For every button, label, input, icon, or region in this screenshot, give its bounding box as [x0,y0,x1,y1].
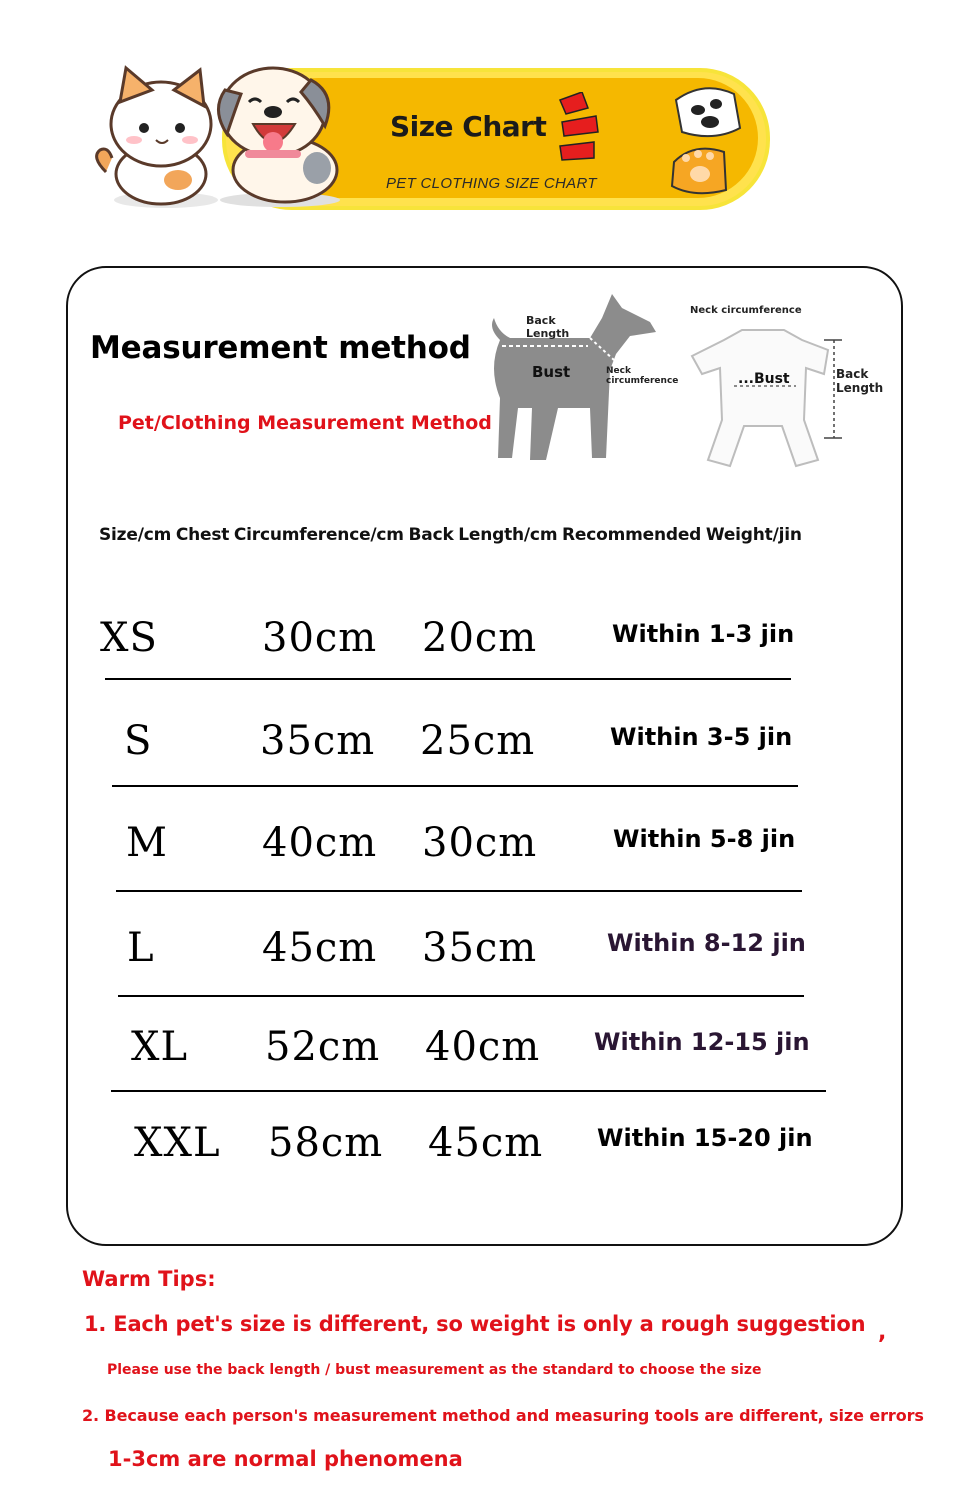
row-s-weight: Within 3-5 jin [610,723,793,751]
row-s-size: S [124,718,153,764]
measurement-method-title: Measurement method [90,330,471,366]
tip-2: 2. Because each person's measurement method and measuring tools are different, size errors [82,1406,924,1425]
row-xxl-back: 45cm [428,1120,544,1166]
row-xl-chest: 52cm [265,1024,381,1070]
row-xs-size: XS [100,615,158,661]
row-l-size: L [127,925,155,971]
row-xs-back: 20cm [422,615,538,661]
row-m-chest: 40cm [262,820,378,866]
row-s-back: 25cm [420,718,536,764]
exclamation-icon [552,92,606,162]
tip-2-detail: 1-3cm are normal phenomena [108,1447,463,1471]
row-l-weight: Within 8-12 jin [607,929,806,957]
dog-illustration-icon [205,50,355,210]
row-xxl-weight: Within 15-20 jin [597,1124,813,1152]
clothing-back-length-label: Back Length [836,367,884,395]
row-m-weight: Within 5-8 jin [613,825,796,853]
tip-1-detail: Please use the back length / bust measurement as the standard to choose the size [107,1362,762,1378]
row-divider [116,890,802,892]
banner-title: Size Chart [390,110,547,143]
row-divider [112,785,798,787]
tip-1: 1. Each pet's size is different, so weight is only a rough suggestion [84,1312,866,1336]
measurement-method-subtitle: Pet/Clothing Measurement Method [118,412,492,434]
row-xl-size: XL [131,1024,189,1070]
dog-bust-label: Bust [532,363,571,381]
row-xxl-size: XXL [134,1120,221,1166]
clothing-bust-label: ...Bust [738,371,790,387]
row-m-size: M [126,820,168,866]
row-s-chest: 35cm [260,718,376,764]
dog-back-length-label: Back Length [526,314,570,340]
clothing-neck-label: Neck circumference [690,305,802,316]
row-xs-weight: Within 1-3 jin [612,620,795,648]
row-xl-weight: Within 12-15 jin [594,1028,810,1056]
dog-neck-label: Neck circumference [606,366,679,386]
row-xxl-chest: 58cm [268,1120,384,1166]
banner-subtitle: PET CLOTHING SIZE CHART [386,175,597,192]
paw-print-icon [664,80,754,200]
row-xs-chest: 30cm [262,615,378,661]
tip-1-mark: , [878,1320,887,1345]
table-header: Size/cm Chest Circumference/cm Back Length/cm Recommended Weight/jin [99,525,802,545]
row-m-back: 30cm [422,820,538,866]
row-divider [111,1090,826,1092]
row-l-chest: 45cm [262,925,378,971]
warm-tips-title: Warm Tips: [82,1267,216,1291]
row-l-back: 35cm [422,925,538,971]
row-divider [118,995,804,997]
row-divider [105,678,791,680]
row-xl-back: 40cm [425,1024,541,1070]
